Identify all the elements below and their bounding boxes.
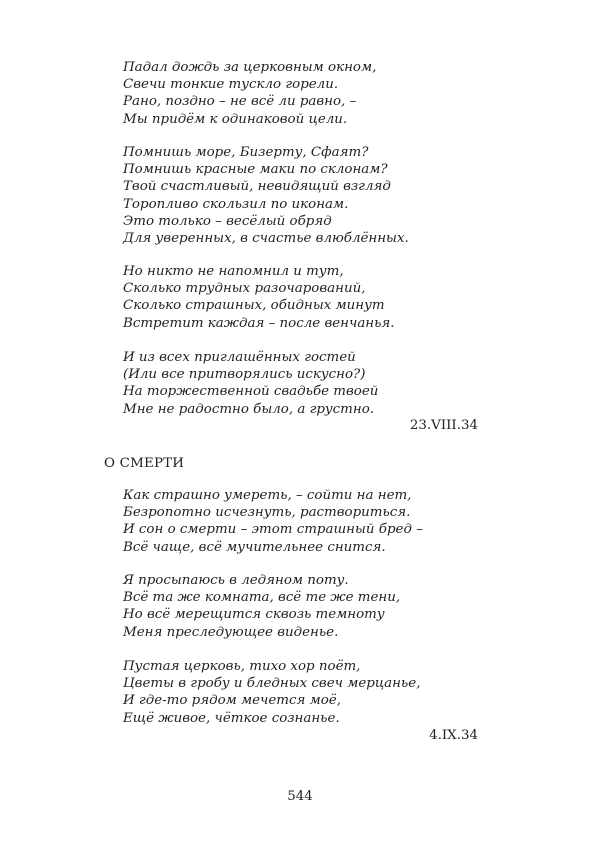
- poem-line: Но всё мерещится сквозь темноту: [123, 607, 385, 623]
- poem-line: Сколько страшных, обидных минут: [123, 298, 385, 314]
- poem-line: Всё та же комната, всё те же тени,: [123, 590, 401, 606]
- poem-line: Это только – весёлый обряд: [123, 213, 332, 229]
- poem-line: Мне не радостно было, а грустно.: [123, 401, 375, 417]
- poem-line: Свечи тонкие тускло горели.: [123, 77, 339, 93]
- poem-line: Пустая церковь, тихо хор поёт,: [123, 659, 361, 674]
- poem-line: Меня преследующее виденье.: [123, 624, 339, 640]
- poem-line: Помнишь море, Бизерту, Сфаят?: [123, 145, 369, 160]
- poem-line: Твой счастливый, невидящий взгляд: [123, 179, 391, 195]
- poem-line: Как страшно умереть, – сойти на нет,: [123, 488, 412, 503]
- poem-title: О СМЕРТИ: [104, 456, 185, 471]
- poem-2-date: 4.IX.34: [429, 728, 478, 743]
- poem-line: (Или все притворялись искусно?): [123, 367, 366, 383]
- page-number: 544: [287, 789, 313, 804]
- poem-1-stanza-2: [123, 144, 409, 247]
- poem-2-stanza-3: [123, 658, 420, 727]
- poem-line: Цветы в гробу и бледных свеч мерцанье,: [123, 676, 421, 692]
- poem-1-date: 23.VIII.34: [409, 418, 478, 433]
- poem-line: И сон о смерти – этот страшный бред –: [123, 522, 423, 538]
- poem-line: Помнишь красные маки по склонам?: [123, 162, 388, 178]
- poem-line: И где-то рядом мечется моё,: [123, 693, 341, 709]
- poem-1-stanza-3: [123, 263, 395, 332]
- poem-line: Сколько трудных разочарований,: [123, 281, 366, 297]
- poem-line: Ещё живое, чёткое сознанье.: [123, 710, 340, 726]
- poem-line: На торжественной свадьбе твоей: [123, 384, 379, 400]
- poem-line: Мы придём к одинаковой цели.: [123, 111, 348, 127]
- poem-line: Падал дождь за церковным окном,: [123, 60, 377, 75]
- poem-line: Для уверенных, в счастье влюблённых.: [123, 231, 409, 247]
- poem-line: Рано, поздно – не всё ли равно, –: [123, 94, 357, 110]
- poem-line: Торопливо скользил по иконам.: [123, 196, 349, 212]
- poem-1-stanza-1: [123, 59, 376, 128]
- poem-2-stanza-2: [123, 572, 400, 641]
- poem-2-stanza-1: [123, 487, 423, 556]
- poem-line: Но никто не напомнил и тут,: [123, 264, 344, 279]
- poem-line: И из всех приглашённых гостей: [123, 350, 356, 365]
- poem-line: Всё чаще, всё мучительнее снится.: [123, 539, 386, 555]
- poem-line: Встретит каждая – после венчанья.: [123, 315, 395, 331]
- poem-line: Безропотно исчезнуть, раствориться.: [123, 505, 411, 521]
- poem-1-stanza-4: [123, 349, 378, 418]
- poem-line: Я просыпаюсь в ледяном поту.: [123, 573, 349, 588]
